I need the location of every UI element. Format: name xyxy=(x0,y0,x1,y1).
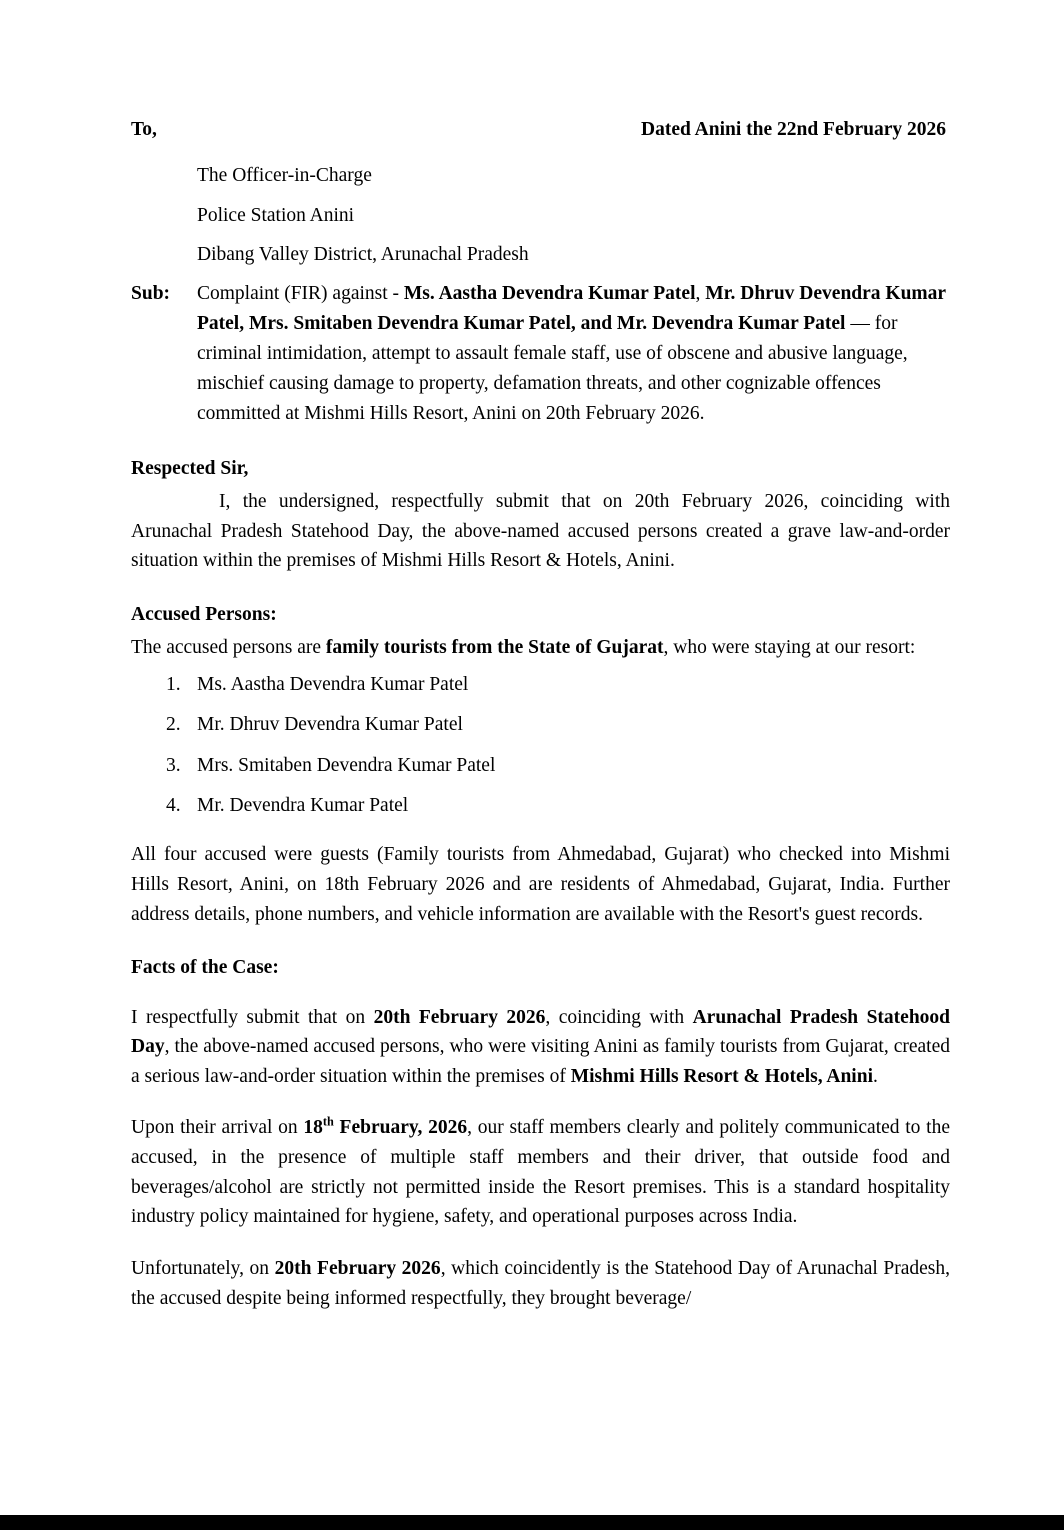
facts-p1-resort-name: Mishmi Hills Resort & Hotels, Anini xyxy=(570,1065,873,1087)
subject-body xyxy=(197,279,950,430)
accused-intro-part2: , who were staying at our resort: xyxy=(663,637,916,659)
list-item-number: 4. xyxy=(166,794,181,816)
list-item xyxy=(131,673,950,697)
document-content xyxy=(131,118,950,1319)
facts-p1-text-3: , the above-named accused persons, who were visiting Anini as family tourists from Gujarat, created a serious law-and-order situation within the premises of xyxy=(131,1036,950,1087)
facts-p1-statehood-day: Arunachal Pradesh Statehood Day xyxy=(131,1006,951,1058)
list-item-number: 3. xyxy=(166,754,181,776)
facts-p1-text-2: , coinciding with xyxy=(545,1006,693,1028)
facts-of-case-heading: Facts of the Case: xyxy=(131,957,279,979)
list-item-label: Mr. Devendra Kumar Patel xyxy=(197,794,409,816)
subject-accused-rest: Mr. Dhruv Devendra Kumar Patel, Mrs. Smitaben Devendra Kumar Patel, and Mr. Devendra Kumar Patel xyxy=(197,282,946,334)
list-item-label: Ms. Aastha Devendra Kumar Patel xyxy=(197,673,469,695)
facts-paragraph-3 xyxy=(131,1254,950,1313)
dated-line: Dated Anini the 22nd February 2026 xyxy=(641,119,946,140)
facts-p2-arrival-date xyxy=(303,1114,468,1139)
opening-paragraph xyxy=(131,487,950,576)
list-item xyxy=(131,794,950,818)
facts-paragraph-1 xyxy=(131,1003,950,1092)
accused-persons-list xyxy=(131,673,950,819)
list-item-number: 1. xyxy=(166,673,181,695)
subject-emdash: — xyxy=(845,312,875,334)
list-item xyxy=(131,713,950,737)
accused-intro-part1: The accused persons are xyxy=(131,637,326,659)
list-item-label: Mr. Dhruv Devendra Kumar Patel xyxy=(197,714,463,736)
addressee-block xyxy=(131,164,950,266)
subject-accused-1: Ms. Aastha Devendra Kumar Patel xyxy=(403,282,696,304)
subject-block xyxy=(131,279,950,430)
facts-p3-text-2: , which coincidently is the Statehood Day of Arunachal Pradesh, the accused despite being informed respectfully, they brought beverage/ xyxy=(131,1257,951,1309)
facts-p3-text-1: Unfortunately, on xyxy=(131,1257,275,1279)
salutation: Respected Sir, xyxy=(131,457,249,479)
subject-lead: Complaint (FIR) against - xyxy=(197,282,404,304)
accused-persons-heading: Accused Persons: xyxy=(131,603,277,625)
facts-p2-text-1: Upon their arrival on xyxy=(131,1117,304,1139)
facts-p1-text-1: I respectfully submit that on xyxy=(131,1006,374,1028)
list-item-label: Mrs. Smitaben Devendra Kumar Patel xyxy=(197,754,496,776)
accused-persons-intro xyxy=(131,633,950,663)
facts-p2-text-2: , our staff members clearly and politely communicated to the accused, in the presence of multiple staff members and their driver, that outside food and beverages/alcohol are strictly not permitted inside the Resort premises. This is a standard hospitality industry policy maintained for hygiene, safety, and operational purposes across India. xyxy=(131,1117,950,1228)
to-label: To, xyxy=(131,119,157,140)
letter-header xyxy=(131,118,950,142)
accused-intro-bold: family tourists from the State of Gujarat xyxy=(325,637,664,659)
addressee-line-3: Dibang Valley District, Arunachal Pradesh xyxy=(197,244,529,266)
facts-p1-date: 20th February 2026 xyxy=(373,1006,546,1028)
facts-p2-day-number: 18 xyxy=(303,1117,323,1139)
accused-persons-closing-paragraph: All four accused were guests (Family tourists from Ahmedabad, Gujarat) who checked into Mishmi Hills Resort, Anini, on 18th February 2026 and are residents of Ahmedabad, Gujarat, India. Further address details, phone numbers, and vehicle information are available with the Resort's guest records. xyxy=(131,844,950,925)
list-item xyxy=(131,754,950,778)
subject-offences: for criminal intimidation, attempt to assault female staff, use of obscene and abusive language, mischief causing damage to property, defamation threats, and other cognizable offences committed at Mishmi Hills Resort, Anini on 20th February 2026. xyxy=(197,312,908,425)
subject-label: Sub: xyxy=(131,282,171,304)
subject-comma: , xyxy=(695,282,706,304)
facts-paragraph-2 xyxy=(131,1113,950,1232)
list-item-number: 2. xyxy=(166,714,181,736)
addressee-line-1: The Officer-in-Charge xyxy=(197,165,372,187)
opening-paragraph-text: I, the undersigned, respectfully submit that on 20th February 2026, coinciding with Arunachal Pradesh Statehood Day, the above-named accused persons created a grave law-and-order situation within the premises of Mishmi Hills Resort & Hotels, Anini. xyxy=(131,490,950,572)
ordinal-suffix: th xyxy=(322,1114,334,1129)
page-bottom-bar xyxy=(0,1515,1064,1530)
addressee-line-2: Police Station Anini xyxy=(197,204,355,226)
facts-p1-text-4: . xyxy=(872,1065,878,1087)
facts-p2-month-year: February, 2026 xyxy=(333,1117,468,1139)
facts-p3-date: 20th February 2026 xyxy=(274,1257,441,1279)
